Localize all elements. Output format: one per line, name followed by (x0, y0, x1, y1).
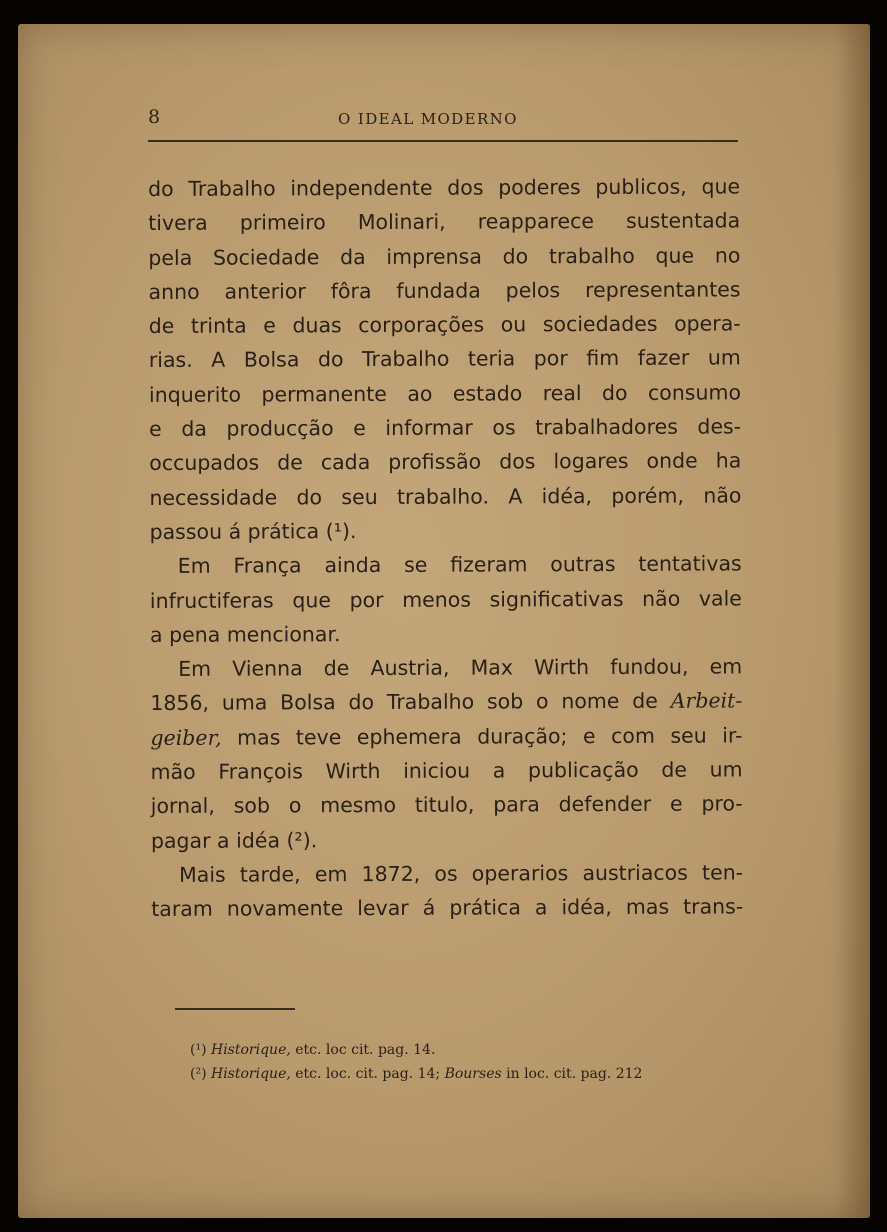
footnote-marker: (²) (190, 1066, 207, 1082)
text-line: infructiferas que por menos significativas não vale (149, 585, 742, 613)
text-line: inquerito permanente ao estado real do consumo (148, 380, 742, 407)
main-text (148, 169, 743, 926)
text-line: taram novamente levar á prática a idéa, mas trans- (151, 894, 744, 922)
footnote (190, 1038, 750, 1062)
text-line: mão François Wirth iniciou a publicação de um (150, 757, 743, 785)
italic-term: Arbeit- (670, 688, 743, 714)
page-header (148, 106, 718, 134)
text-line: necessidade do seu trabalho. A idéa, porém, não (149, 483, 742, 510)
header-rule (148, 140, 738, 142)
text-line: de trinta e duas corporações ou sociedades opera- (148, 311, 741, 339)
text-fragment: pagar a idéa (150, 828, 281, 853)
footnote-rule (175, 1008, 295, 1010)
footnote-text: etc. loc. cit. pag. 14; (295, 1066, 441, 1082)
running-title: O IDEAL MODERNO (338, 110, 518, 128)
text-line (151, 821, 743, 858)
footnote-work: Historique, (211, 1066, 291, 1082)
text-line (150, 684, 742, 721)
text-line (149, 512, 741, 549)
footnote-text: etc. loc cit. pag. 14. (295, 1042, 436, 1058)
text-line: rias. A Bolsa do Trabalho teria por fim fazer um (148, 345, 741, 373)
page-number: 8 (148, 106, 161, 128)
text-line: anno anterior fôra fundada pelos representantes (148, 277, 741, 304)
text-fragment: passou á prática (149, 519, 320, 544)
footnote-ref: (¹). (325, 519, 357, 544)
text-line: Em França ainda se fizeram outras tentativas (177, 551, 742, 579)
footnote-work: Bourses (444, 1066, 502, 1082)
text-line: e da producção e informar os trabalhadores des- (149, 414, 742, 442)
text-line: do Trabalho independente dos poderes publicos, que (148, 174, 741, 201)
text-line: Mais tarde, em 1872, os operarios austriacos ten- (179, 860, 744, 887)
footnote-ref: (²). (286, 827, 318, 853)
text-line: occupados de cada profissão dos logares onde ha (149, 448, 742, 476)
footnote-text: in loc. cit. pag. 212 (506, 1066, 643, 1082)
text-line: a pena mencionar. (149, 622, 341, 647)
text-line: Em Vienna de Austria, Max Wirth fundou, em (178, 654, 743, 682)
text-line: tivera primeiro Molinari, reapparece sustentada (148, 208, 741, 236)
text-fragment: mas teve ephemera duração; e com seu ir- (237, 723, 743, 750)
italic-term: geiber, (150, 725, 222, 750)
text-line: jornal, sob o mesmo titulo, para defender e pro- (150, 791, 743, 819)
footnote-marker: (¹) (190, 1042, 207, 1058)
text-fragment: 1856, uma Bolsa do Trabalho sob o nome de (150, 689, 658, 716)
text-line: pela Sociedade da imprensa do trabalho que no (148, 243, 741, 270)
footnotes (190, 1038, 750, 1086)
footnote-work: Historique, (211, 1042, 291, 1058)
text-line (150, 718, 742, 755)
footnote (190, 1062, 750, 1086)
